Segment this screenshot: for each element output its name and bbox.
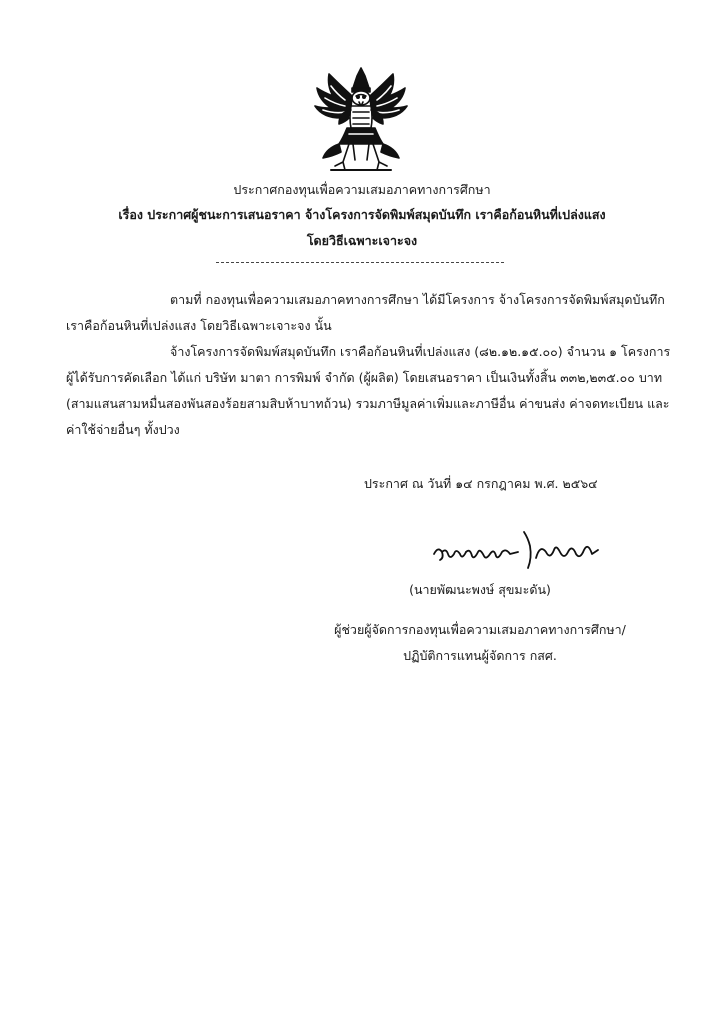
paragraph-2-line-2: ผู้ได้รับการคัดเลือก ได้แก่ บริษัท มาตา การพิมพ์ จำกัด (ผู้ผลิต) โดยเสนอราคา เป็นเงินทั้งสิ้น ๓๓๒,๒๓๕.๐๐ บาท [66, 370, 663, 385]
garuda-emblem [309, 66, 413, 174]
signatory-position-line-1: ผู้ช่วยผู้จัดการกองทุนเพื่อความเสมอภาคทางการศึกษา/ [334, 622, 626, 637]
paragraph-2-line-1: จ้างโครงการจัดพิมพ์สมุดบันทึก เราคือก้อนหินที่เปล่งแสง (๘๒.๑๒.๑๕.๐๐) จำนวน ๑ โครงการ [170, 344, 671, 359]
announcement-subject: เรื่อง ประกาศผู้ชนะการเสนอราคา จ้างโครงการจัดพิมพ์สมุดบันทึก เราคือก้อนหินที่เปล่งแสง [118, 207, 606, 222]
dateline: ประกาศ ณ วันที่ ๑๔ กรกฎาคม พ.ศ. ๒๕๖๔ [364, 476, 598, 491]
signatory-position-line-2: ปฏิบัติการแทนผู้จัดการ กสศ. [403, 648, 557, 663]
signatory-name: (นายพัฒนะพงษ์ สุขมะดัน) [409, 582, 551, 597]
handwritten-signature [432, 528, 600, 572]
paragraph-2-line-3: (สามแสนสามหมื่นสองพันสองร้อยสามสิบห้าบาทถ้วน) รวมภาษีมูลค่าเพิ่มและภาษีอื่น ค่าขนส่ง ค่าจดทะเบียน และ [66, 396, 670, 411]
paragraph-1-line-1: ตามที่ กองทุนเพื่อความเสมอภาคทางการศึกษา ได้มีโครงการ จ้างโครงการจัดพิมพ์สมุดบันทึก [170, 292, 665, 307]
announcement-method: โดยวิธีเฉพาะเจาะจง [306, 233, 418, 248]
paragraph-2-line-4: ค่าใช้จ่ายอื่นๆ ทั้งปวง [66, 422, 180, 437]
paragraph-1-line-2: เราคือก้อนหินที่เปล่งแสง โดยวิธีเฉพาะเจาะจง นั้น [66, 318, 332, 333]
separator-line [216, 262, 504, 263]
announcement-heading: ประกาศกองทุนเพื่อความเสมอภาคทางการศึกษา [233, 182, 491, 197]
